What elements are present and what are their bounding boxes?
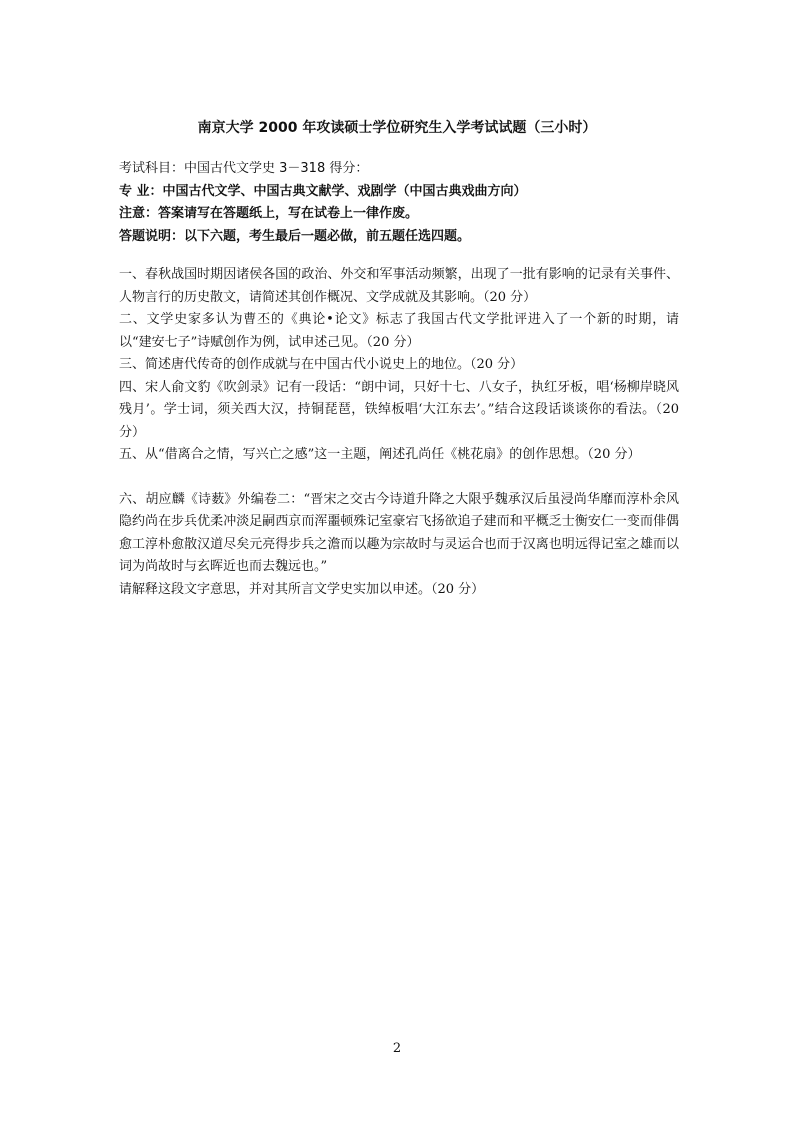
- question-6: 六、胡应麟《诗薮》外编卷二：“晋宋之交古今诗道升降之大限乎魏承汉后虽浸尚华靡而淳朴余风隐约尚在步兵优柔冲淡足嗣西京而浑噩顿殊记室豪宕飞扬欲追子建而和平概乏士衡安仁一变而俳偶愈工淳朴愈散汉道尽矣元亮得步兵之澹而以趣为宗故时与灵运合也而于汉离也明远得记室之雄而以词为尚故时与玄晖近也而去魏远也。”: [119, 491, 679, 574]
- exam-instructions: 答题说明：以下六题，考生最后一题必做，前五题任选四题。: [119, 228, 471, 244]
- exam-subject: 考试科目：中国古代文学史 3－318 得分：: [119, 161, 369, 176]
- question-6-task: 请解释这段文字意思，并对其所言文学史实加以申述。（20 分）: [119, 581, 485, 597]
- question-5: 五、从“借离合之情，写兴亡之感”这一主题，阐述孔尚任《桃花扇》的创作思想。（20 分）: [119, 447, 641, 462]
- exam-notice: 注意：答案请写在答题纸上，写在试卷上一律作废。: [119, 206, 419, 221]
- question-1: 一、春秋战国时期因诸侯各国的政治、外交和军事活动频繁，出现了一批有影响的记录有关事件、人物言行的历史散文，请简述其创作概况、文学成就及其影响。（20 分）: [119, 267, 679, 305]
- page-title: 南京大学 2000 年攻读硕士学位研究生入学考试试题（三小时）: [197, 120, 597, 136]
- question-list: [119, 264, 679, 601]
- page-number: 2: [392, 1041, 402, 1056]
- exam-info: [119, 158, 699, 248]
- question-3: 三、简述唐代传奇的创作成就与在中国古代小说史上的地位。（20 分）: [119, 357, 524, 372]
- exam-major: 专 业：中国古代文学、中国古典文献学、戏剧学（中国古典戏曲方向）: [119, 183, 527, 199]
- question-2: 二、文学史家多认为曹丕的《典论•论文》标志了我国古代文学批评进入了一个新的时期，请以“建安七子”诗赋创作为例，试申述己见。（20 分）: [119, 312, 679, 350]
- question-4: 四、宋人俞文豹《吹剑录》记有一段话：“朗中词，只好十七、八女子，执红牙板，唱‘杨柳岸晓风残月’。学士词，须关西大汉，持铜琵琶，铁绰板唱‘大江东去’。”结合这段话谈谈你的看法。（20 分）: [119, 379, 679, 440]
